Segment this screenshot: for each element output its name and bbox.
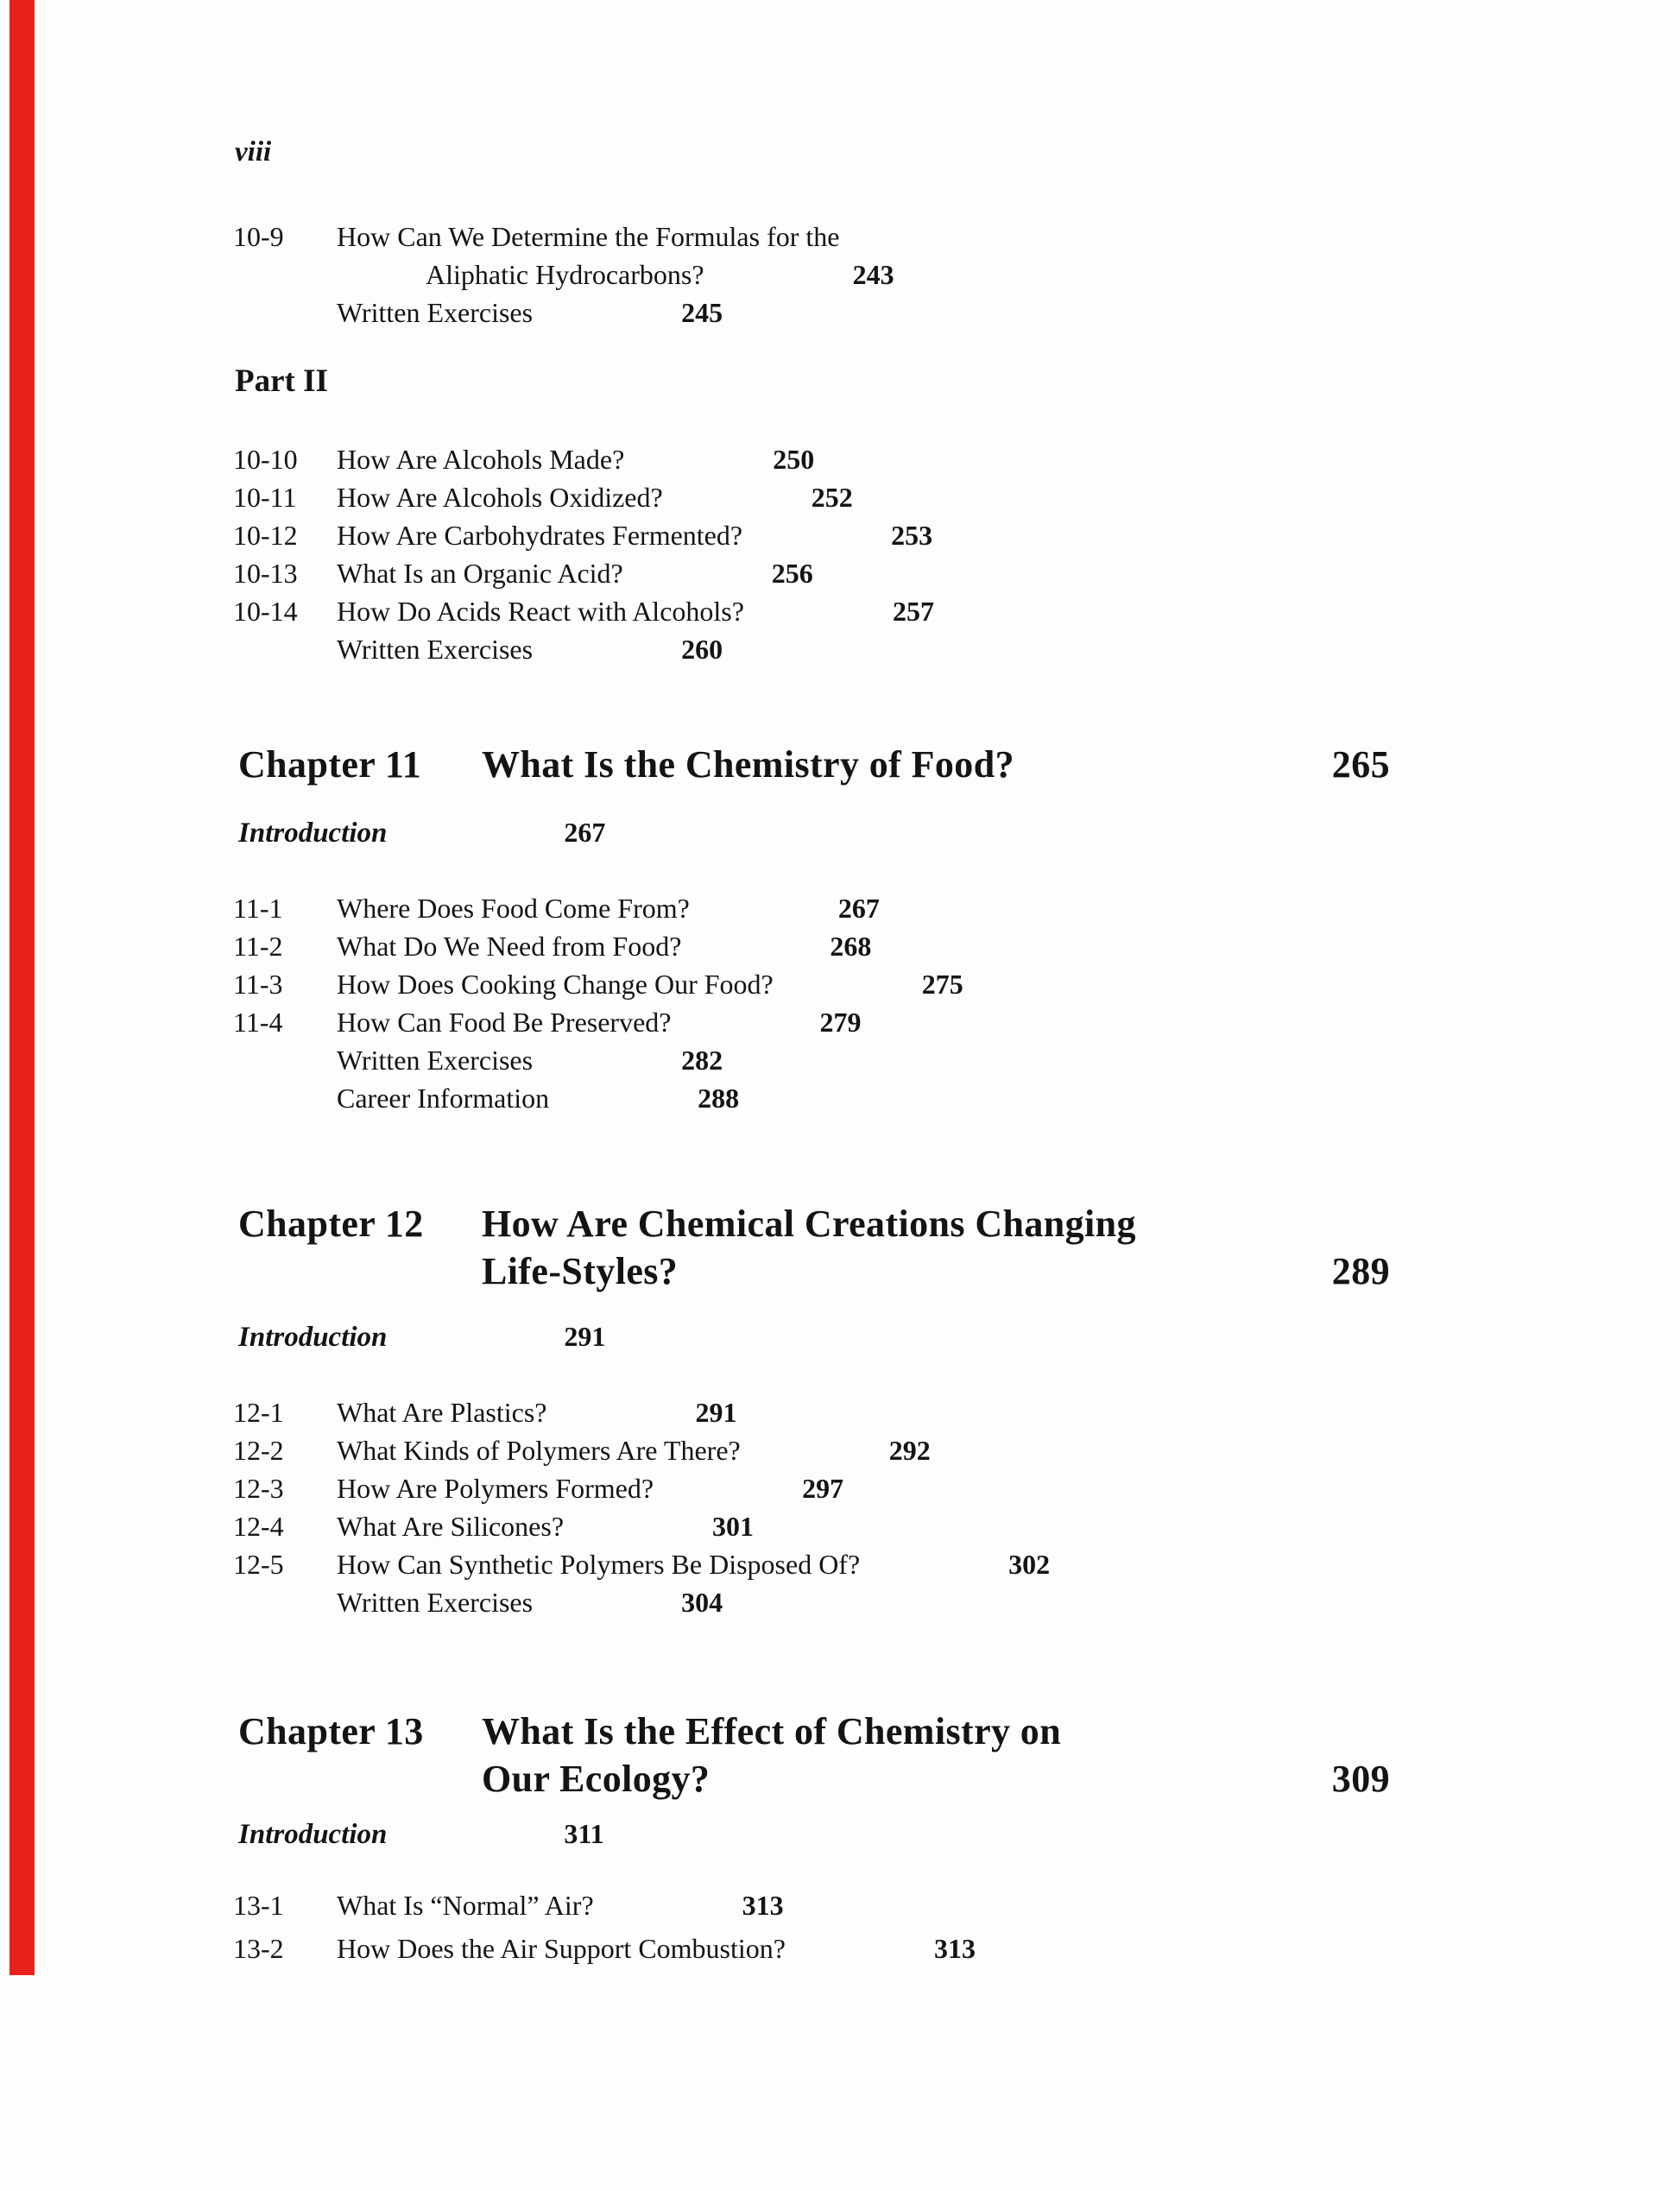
entry-title: Written Exercises: [337, 1045, 534, 1076]
chapter-12-entry-list: [233, 1393, 1050, 1621]
entry-page-number: 253: [891, 520, 933, 551]
entry-number: 12-5: [233, 1549, 284, 1580]
toc-entry-row: [233, 630, 934, 668]
page-edge-red-stripe: [9, 0, 35, 1975]
entry-number: 12-4: [233, 1511, 284, 1542]
toc-entry-row: [233, 256, 894, 294]
chapter-heading-line: [238, 1755, 1390, 1803]
chapter-11-entry-list: [233, 889, 963, 1117]
chapter-heading-line: [238, 741, 1390, 788]
entry-title: How Are Carbohydrates Fermented?: [337, 520, 743, 551]
entry-number: 10-13: [233, 558, 298, 589]
entry-page-number: 268: [830, 931, 872, 962]
toc-entry-row: [233, 889, 963, 927]
introduction-page-number: 311: [564, 1818, 604, 1849]
entry-title: Written Exercises: [337, 297, 534, 328]
entry-page-number: 252: [811, 482, 853, 513]
entry-title: How Does the Air Support Combustion?: [337, 1933, 786, 1964]
toc-entry-row: [233, 1884, 976, 1927]
entry-title: How Can We Determine the Formulas for the: [337, 221, 840, 252]
chapter-page-number: 265: [1331, 743, 1390, 786]
introduction-label: Introduction: [238, 1322, 388, 1353]
chapter-title: What Is the Chemistry of Food?: [482, 743, 1014, 786]
chapter-label-spacer: [238, 1247, 482, 1295]
entry-number: 13-2: [233, 1933, 284, 1964]
toc-entry-row: [233, 1431, 1050, 1469]
entry-number: 11-2: [233, 931, 283, 962]
entry-title: Career Information: [337, 1083, 550, 1114]
chapter-label: Chapter 11: [238, 743, 422, 786]
chapter-title: Life-Styles?: [482, 1250, 679, 1292]
entry-title: What Is an Organic Acid?: [337, 558, 623, 589]
toc-entry-row: [233, 554, 934, 592]
entry-title: Written Exercises: [337, 634, 534, 665]
chapter-page-number: 309: [1331, 1758, 1390, 1800]
entry-number: 12-1: [233, 1397, 284, 1428]
toc-entry-row: [233, 1393, 1050, 1431]
chapter-heading-line: [238, 1200, 1390, 1247]
entry-number: 13-1: [233, 1890, 284, 1921]
toc-entry-row: [233, 1583, 1050, 1621]
chapter-title: How Are Chemical Creations Changing: [482, 1203, 1136, 1245]
chapter-12-heading: [238, 1200, 1390, 1295]
entry-page-number: 275: [921, 969, 963, 1000]
part2-entry-list: [233, 440, 934, 668]
chapter-label: Chapter 12: [238, 1203, 424, 1245]
entry-page-number: 279: [819, 1007, 862, 1038]
chapter-heading-line: [238, 1708, 1390, 1755]
toc-entry-row: [233, 1927, 976, 1970]
toc-entry-row: [233, 218, 894, 256]
entry-page-number: 267: [837, 893, 880, 924]
entry-title: How Can Food Be Preserved?: [337, 1007, 672, 1038]
toc-entry-row: [233, 1003, 963, 1041]
entry-number: 11-4: [233, 1007, 283, 1038]
entry-number: 12-2: [233, 1435, 284, 1466]
entry-title: How Are Polymers Formed?: [337, 1473, 654, 1504]
entry-number: 10-12: [233, 520, 298, 551]
entry-title: What Is “Normal” Air?: [337, 1890, 594, 1921]
folio-page-number: viii: [235, 136, 272, 167]
entry-number: 10-14: [233, 596, 298, 627]
entry-page-number: 243: [852, 259, 894, 290]
entry-title: How Do Acids React with Alcohols?: [337, 596, 744, 627]
chapter-13-entry-list: [233, 1884, 976, 1970]
toc-entry-row: [233, 592, 934, 630]
entry-title: What Are Plastics?: [337, 1397, 547, 1428]
chapter-11-introduction: [238, 817, 605, 849]
toc-entry-row: [233, 1507, 1050, 1545]
toc-entry-row: [233, 440, 934, 478]
entry-page-number: 245: [681, 297, 723, 328]
entry-title: Aliphatic Hydrocarbons?: [426, 259, 704, 290]
toc-entry-row: [233, 294, 894, 331]
entry-page-number: 292: [888, 1435, 931, 1466]
chapter-12-introduction: [238, 1321, 605, 1354]
entry-page-number: 288: [698, 1083, 740, 1114]
entry-page-number: 250: [773, 444, 815, 475]
entry-title: Where Does Food Come From?: [337, 893, 690, 924]
entry-number: 10-10: [233, 444, 298, 475]
entry-page-number: 304: [681, 1587, 723, 1618]
chapter-label: Chapter 13: [238, 1710, 424, 1752]
toc-entry-row: [233, 516, 934, 554]
entry-title: How Does Cooking Change Our Food?: [337, 969, 774, 1000]
entry-title: How Are Alcohols Oxidized?: [337, 482, 663, 513]
chapter-13-heading: [238, 1708, 1390, 1803]
entry-number: 12-3: [233, 1473, 284, 1504]
introduction-label: Introduction: [238, 818, 388, 849]
entry-page-number: 297: [802, 1473, 844, 1504]
entry-page-number: 256: [771, 558, 813, 589]
part-ii-heading: Part II: [235, 363, 328, 399]
toc-entry-row: [233, 1545, 1050, 1583]
introduction-page-number: 291: [564, 1321, 606, 1352]
entry-number: 11-3: [233, 969, 283, 1000]
entry-page-number: 260: [681, 634, 723, 665]
entry-page-number: 301: [712, 1511, 755, 1542]
chapter-heading-line: [238, 1247, 1390, 1295]
entry-number: 10-9: [233, 221, 284, 252]
entry-title: How Are Alcohols Made?: [337, 444, 625, 475]
toc-entry-row: [233, 1469, 1050, 1507]
entry-title: What Do We Need from Food?: [337, 931, 682, 962]
introduction-label: Introduction: [238, 1819, 388, 1850]
entry-number: 11-1: [233, 893, 283, 924]
entry-page-number: 302: [1008, 1549, 1051, 1580]
entry-number: 10-11: [233, 482, 297, 513]
toc-entry-row: [233, 927, 963, 965]
toc-entry-row: [233, 1041, 963, 1079]
chapter-label-spacer: [238, 1755, 482, 1803]
entry-title: Written Exercises: [337, 1587, 534, 1618]
chapter-title: Our Ecology?: [482, 1758, 711, 1800]
chapter-11-heading: [238, 741, 1390, 788]
toc-entry-row: [233, 478, 934, 516]
chapter-title: What Is the Effect of Chemistry on: [482, 1710, 1062, 1752]
section-10-9-block: [233, 218, 894, 331]
entry-title: What Are Silicones?: [337, 1511, 565, 1542]
entry-page-number: 282: [681, 1045, 723, 1076]
chapter-13-introduction: [238, 1818, 604, 1851]
entry-page-number: 313: [933, 1933, 976, 1964]
entry-page-number: 291: [695, 1397, 737, 1428]
entry-title: What Kinds of Polymers Are There?: [337, 1435, 741, 1466]
introduction-page-number: 267: [564, 817, 606, 848]
toc-entry-row: [233, 1079, 963, 1117]
toc-entry-row: [233, 965, 963, 1003]
entry-page-number: 313: [742, 1890, 784, 1921]
entry-title: How Can Synthetic Polymers Be Disposed Of?: [337, 1549, 861, 1580]
entry-page-number: 257: [892, 596, 934, 627]
chapter-page-number: 289: [1331, 1250, 1390, 1292]
